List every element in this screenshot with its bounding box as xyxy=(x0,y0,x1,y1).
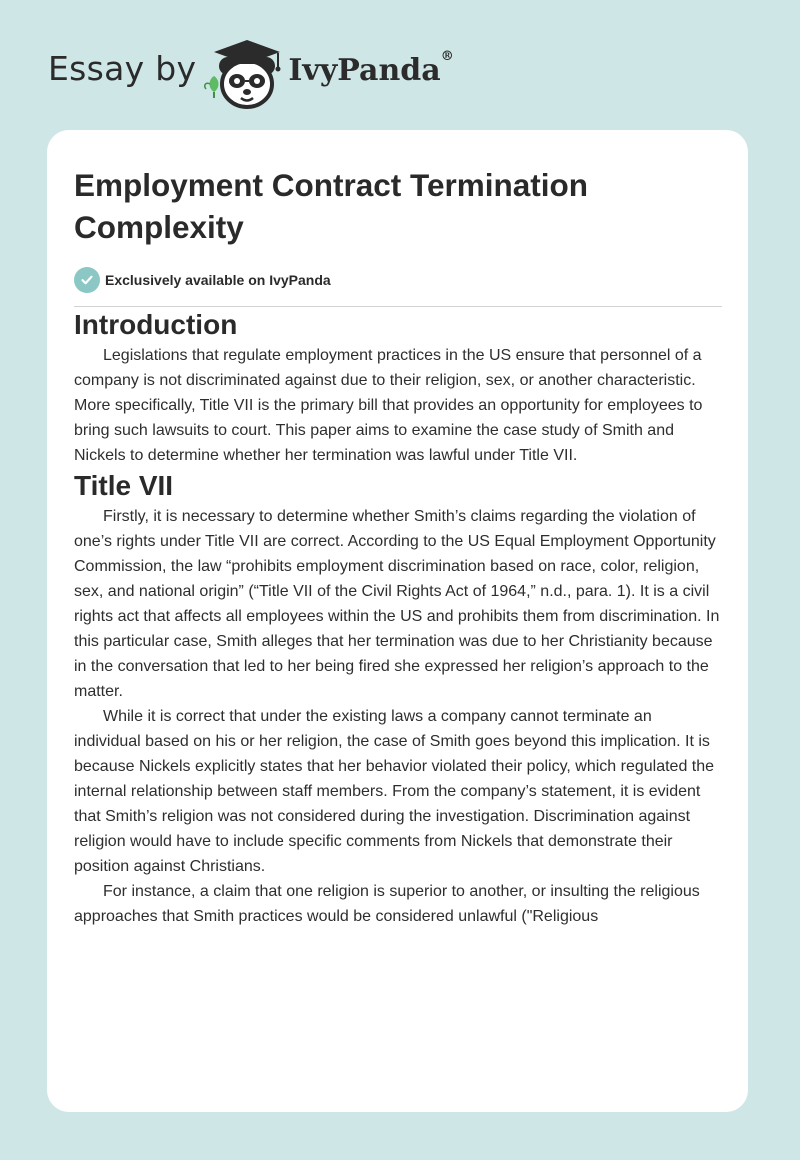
paragraph: While it is correct that under the existing laws a company cannot terminate an individual based on his or her religion, the case of Smith goes beyond this implication. It is because Nickels explicitly states that her behavior violated their policy, which regulated the internal relationship between staff members. From the company’s statement, it is evident that Smith’s religion was not considered during the investigation. Discrimination against religion would have to include specific comments from Nickels that demonstrate their position against Christians. xyxy=(74,708,715,875)
section-heading: Title VII xyxy=(74,470,174,501)
paragraph: Legislations that regulate employment practices in the US ensure that personnel of a company is not discriminated against due to their religion, sex, or another characteristic. More specifically, Title VII is the primary bill that provides an opportunity for employees to bring such lawsuits to court. This paper aims to examine the case study of Smith and Nickels to determine whether her termination was lawful under Title VII. xyxy=(74,347,703,464)
essay-title: Employment Contract Termination Complexity xyxy=(74,167,588,245)
check-circle-icon xyxy=(74,267,100,293)
registered-mark: ® xyxy=(440,48,454,64)
paragraph: For instance, a claim that one religion is superior to another, or insulting the religious approaches that Smith practices would be considered unlawful ("Religious xyxy=(74,883,700,925)
badge-label: Exclusively available on IvyPanda xyxy=(105,272,331,288)
brand-name-text: IvyPanda xyxy=(288,52,441,88)
essay-card xyxy=(47,130,748,1112)
panda-graduation-cap-icon xyxy=(200,32,292,112)
brand-prefix: Essay by xyxy=(48,48,197,88)
brand-name xyxy=(288,48,454,88)
section-title-vii xyxy=(74,468,722,929)
section-introduction xyxy=(74,307,722,468)
exclusive-badge xyxy=(74,266,722,294)
site-brand[interactable] xyxy=(48,32,454,112)
section-heading: Introduction xyxy=(74,309,238,340)
paragraph: Firstly, it is necessary to determine whether Smith’s claims regarding the violation of one’s rights under Title VII are correct. According to the US Equal Employment Opportunity Commission, the law “prohibits employment discrimination based on race, color, religion, sex, and national origin” (“Title VII of the Civil Rights Act of 1964,” n.d., para. 1). It is a civil rights act that affects all employees within the US and prohibits them from discrimination. In this particular case, Smith alleges that her termination was due to her Christianity because in the conversation that led to her being fired she expressed her religion’s approach to the matter. xyxy=(74,508,720,700)
